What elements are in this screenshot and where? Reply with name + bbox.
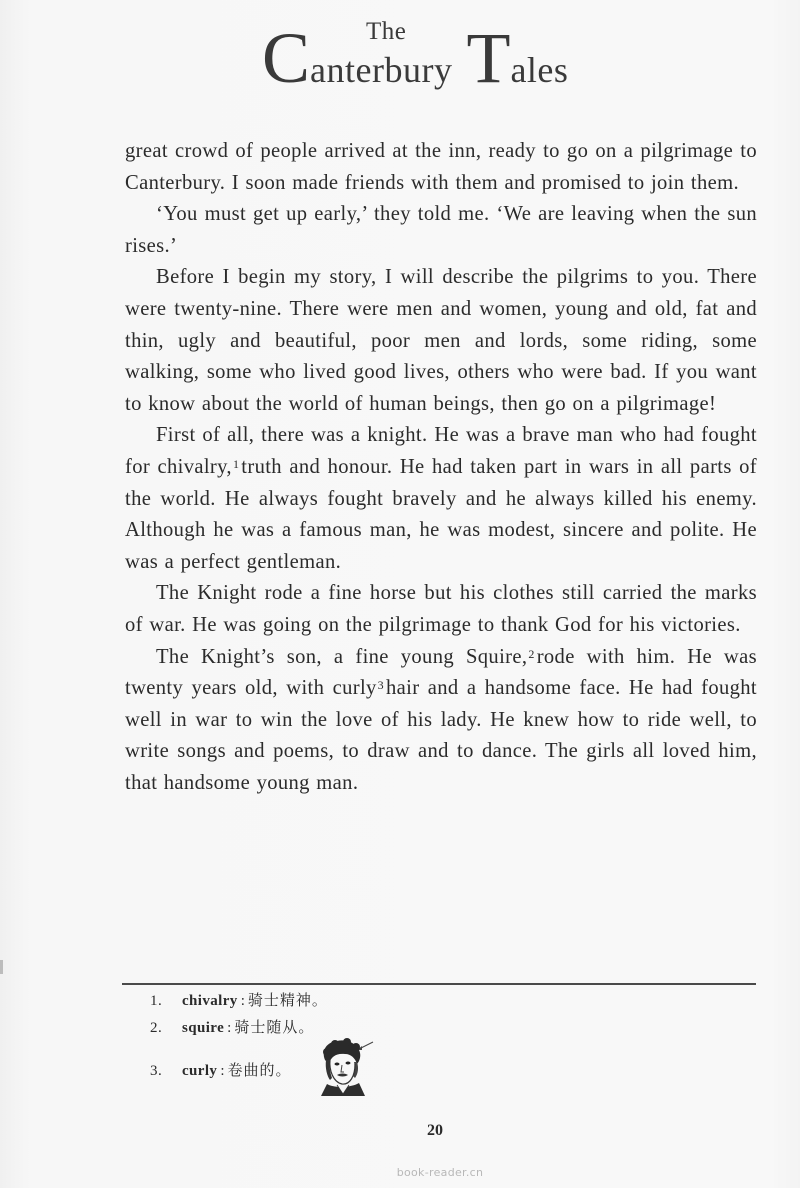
paragraph-text: ‘You must get up early,’ they told me. ‘We are leaving when the sun rises.’ — [125, 203, 757, 257]
paragraph — [125, 199, 757, 262]
footnote-separator: : — [240, 993, 245, 1009]
book-title — [262, 18, 569, 98]
curly-haired-man-portrait-icon — [315, 1038, 375, 1096]
footnote-number: 1. — [150, 993, 163, 1009]
footnote-term: curly — [182, 1063, 218, 1079]
footnote-divider — [122, 983, 756, 985]
footnote-gloss: 骑士精神。 — [247, 993, 328, 1009]
footnote-item — [150, 1016, 314, 1037]
body-text — [125, 136, 757, 799]
paragraph-text: The Knight rode a fine horse but his clothes still carried the marks of war. He was going on the pilgrimage to thank God for his victories. — [125, 582, 757, 636]
footnote-ref-2[interactable]: 2 — [528, 646, 535, 661]
paragraph — [125, 578, 757, 641]
footnote-separator: : — [227, 1020, 232, 1036]
paragraph — [125, 136, 757, 199]
title-initial-c: C — [262, 18, 311, 98]
title-word-tales: ales — [510, 50, 569, 90]
paragraph-text: truth and honour. He had taken part in wars in all parts of the world. He always fought bravely and he always killed his enemy. Although he was a famous man, he was modest, sincere and polite. He was a perfect gentleman. — [125, 455, 757, 573]
footnote-ref-3[interactable]: 3 — [377, 678, 385, 693]
footnote-separator: : — [220, 1063, 225, 1079]
scan-edge-mark — [0, 960, 3, 974]
running-title — [0, 0, 800, 110]
footnote-gloss: 骑士随从。 — [234, 1020, 315, 1036]
footnote-item — [150, 1059, 292, 1080]
footnote-item — [150, 989, 328, 1010]
page-number: 20 — [427, 1122, 443, 1139]
paragraph-text: Before I begin my story, I will describe the pilgrims to you. There were twenty-nine. There were men and women, young and old, fat and thin, ugly and beautiful, poor men and lords, some riding, some walking, some who lived good lives, others who were bad. If you want to know about the world of human beings, then go on a pilgrimage! — [125, 266, 757, 415]
title-article: The — [366, 18, 407, 45]
footnote-term: chivalry — [182, 993, 238, 1009]
paragraph-text: great crowd of people arrived at the inn, ready to go on a pilgrimage to Canterbury. I soon made friends with them and promised to join them. — [125, 140, 757, 194]
paragraph — [125, 262, 757, 420]
footnote-number: 3. — [150, 1063, 163, 1079]
paragraph-text: hair and a handsome face. He had fought well in war to win the love of his lady. He knew how to ride well, to write songs and poems, to draw and to dance. The girls all loved him, that handsome young man. — [125, 677, 757, 794]
title-initial-t: T — [466, 18, 511, 98]
footnote-gloss: 卷曲的。 — [227, 1063, 292, 1079]
footnote-number: 2. — [150, 1020, 163, 1036]
paragraph-text: First of all, there was a knight. He was a brave man who had fought for chivalry, — [125, 424, 757, 478]
footnote-ref-1[interactable]: 1 — [232, 456, 240, 471]
paragraph-text: The Knight’s son, a fine young Squire, — [156, 645, 528, 668]
title-word-canterbury: anterbury — [310, 50, 453, 90]
paragraph — [125, 642, 757, 800]
paragraph — [125, 420, 757, 578]
footnote-term: squire — [182, 1020, 225, 1036]
paragraph-text: rode with him. He was twenty years old, with curly — [125, 645, 757, 700]
watermark: book-reader.cn — [396, 1166, 484, 1179]
